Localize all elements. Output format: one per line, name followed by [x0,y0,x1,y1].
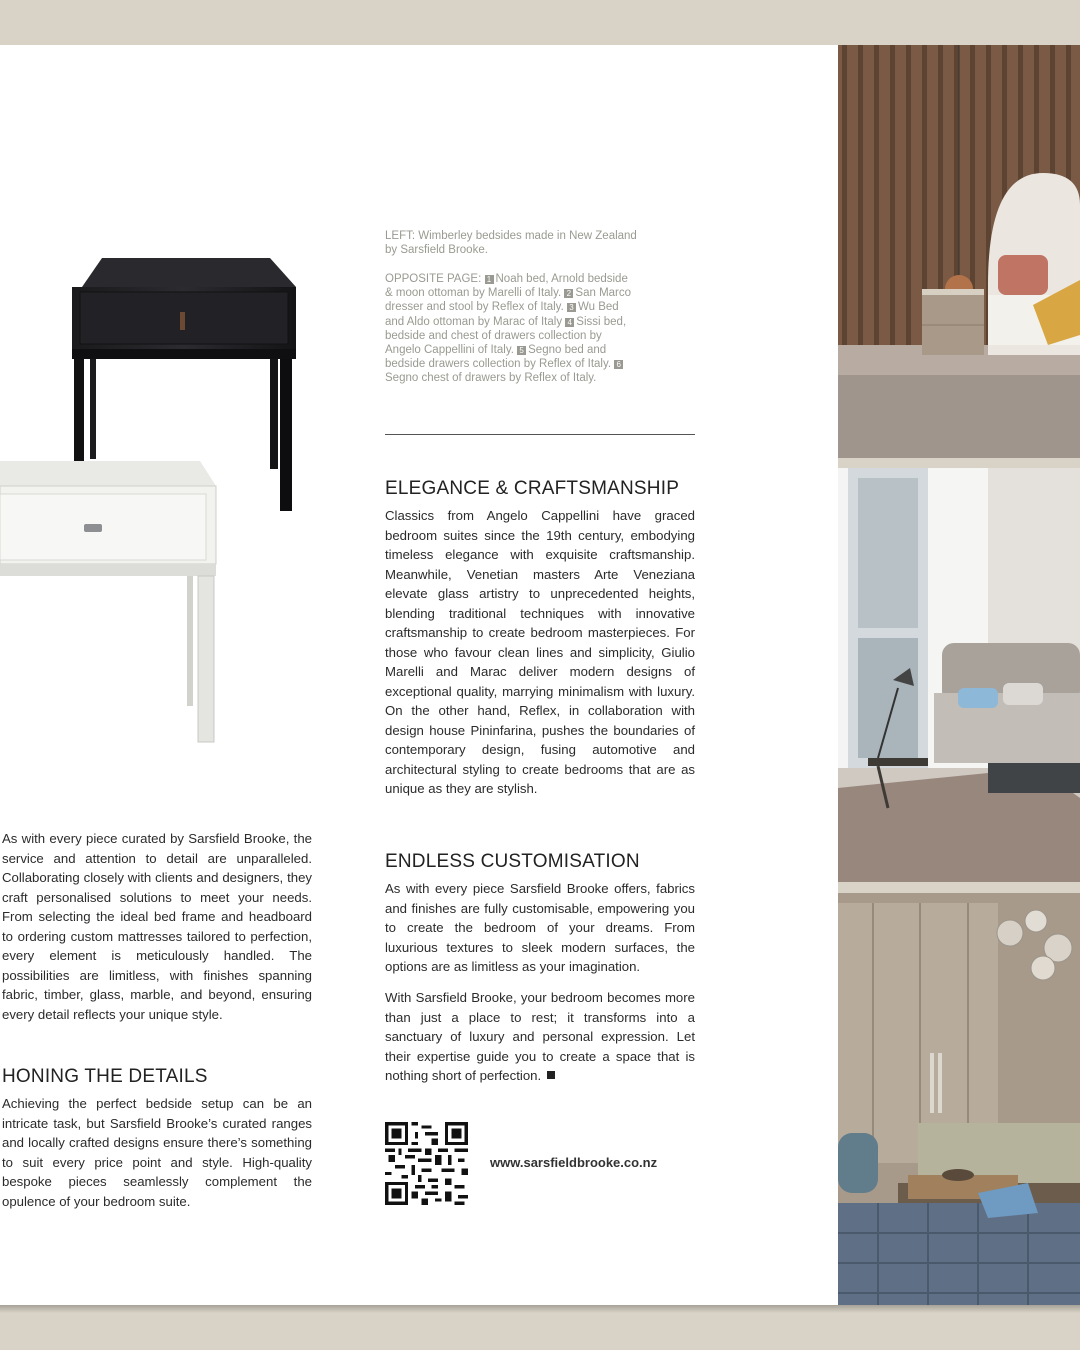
end-mark-icon [547,1071,555,1079]
body-endless-1: As with every piece Sarsfield Brooke offers, fabrics and finishes are fully customisable, empowering you to create the bedroom of your dreams. From luxurious textures to sleek modern surfaces, the options are as limitless as your imagination. [385,881,695,974]
caption-number-badge: 6 [614,360,623,369]
caption-number-badge: 5 [517,346,526,355]
qr-code-icon[interactable] [385,1122,468,1205]
body-honing: Achieving the perfect bedside setup can be an intricate task, but Sarsfield Brooke’s curated ranges and locally crafted designs ensure there’s something to suit every price point and style. High-quality bespoke pieces seamlessly complement the opulence of your bedroom suite. [2,1096,312,1209]
caption-opposite-page [385,272,637,386]
bedroom-photo-noah-bed [838,45,1080,458]
caption-left: LEFT: Wimberley bedsides made in New Zealand by Sarsfield Brooke. [385,230,637,257]
caption-item: Wu Bed and Aldo ottoman by Marac of Italy [385,301,619,328]
caption-number-badge: 2 [564,289,573,298]
heading-elegance-craftsmanship: ELEGANCE & CRAFTSMANSHIP [385,478,680,499]
white-bedside-table-image [0,456,222,748]
body-elegance: Classics from Angelo Cappellini have graced bedroom suites since the 19th century, embodying timeless elegance with exquisite craftsmanship. Meanwhile, Venetian masters Arte Veneziana elevate glass artistry to unprecedented heights, blending traditional techniques with innovative craftsmanship to create bedroom masterpieces. For those who favour clean lines and simplicity, Giulio Marelli and Marac deliver modern designs of exceptional quality, marrying minimalism with luxury. On the other hand, Reflex, in collaboration with design house Pininfarina, pushes the boundaries of contemporary design, fusing automotive and architectural styling to create bedrooms that are as unique as they are stylish. [385,508,695,796]
heading-honing-details: HONING THE DETAILS [2,1066,208,1087]
caption-opposite-prefix: OPPOSITE PAGE: [385,273,482,285]
caption-number-badge: 3 [567,303,576,312]
body-endless-2-text: With Sarsfield Brooke, your bedroom becomes more than just a place to rest; it transforms into a sanctuary of luxury and personal expression. Let their expertise guide you to create a space that is nothing short of perfection. [385,990,695,1083]
bedroom-photo-wu-bed [838,468,1080,882]
body-intro: As with every piece curated by Sarsfield Brooke, the service and attention to detail are unparalleled. Collaborating closely with clients and designers, they craft personalised solutions to meet your needs. From selecting the ideal bed frame and headboard to ordering custom mattresses tailored to perfection, every element is meticulously handled. The possibilities are limitless, with finishes spanning fabric, timber, glass, marble, and beyond, ensuring every detail reflects your unique style. [2,831,312,1022]
website-link[interactable]: www.sarsfieldbrooke.co.nz [490,1155,658,1170]
page-shadow [0,1305,1080,1313]
body-endless-2 [385,988,695,1086]
caption-item: Segno bed and bedside drawers collection by Reflex of Italy. [385,344,612,371]
heading-endless-customisation: ENDLESS CUSTOMISATION [385,851,640,872]
section-divider [385,434,695,435]
caption-item: Noah bed, Arnold bedside & moon ottoman by Marelli of Italy. [385,273,628,300]
caption-number-badge: 4 [565,318,574,327]
bedroom-photo-segno-bed [838,893,1080,1305]
caption-item: San Marco dresser and stool by Reflex of Italy. [385,287,632,314]
caption-item: Sissi bed, bedside and chest of drawers collection by Angelo Cappellini of Italy. [385,315,627,357]
caption-number-badge: 1 [485,275,494,284]
caption-item: Segno chest of drawers by Reflex of Italy. [385,372,597,385]
